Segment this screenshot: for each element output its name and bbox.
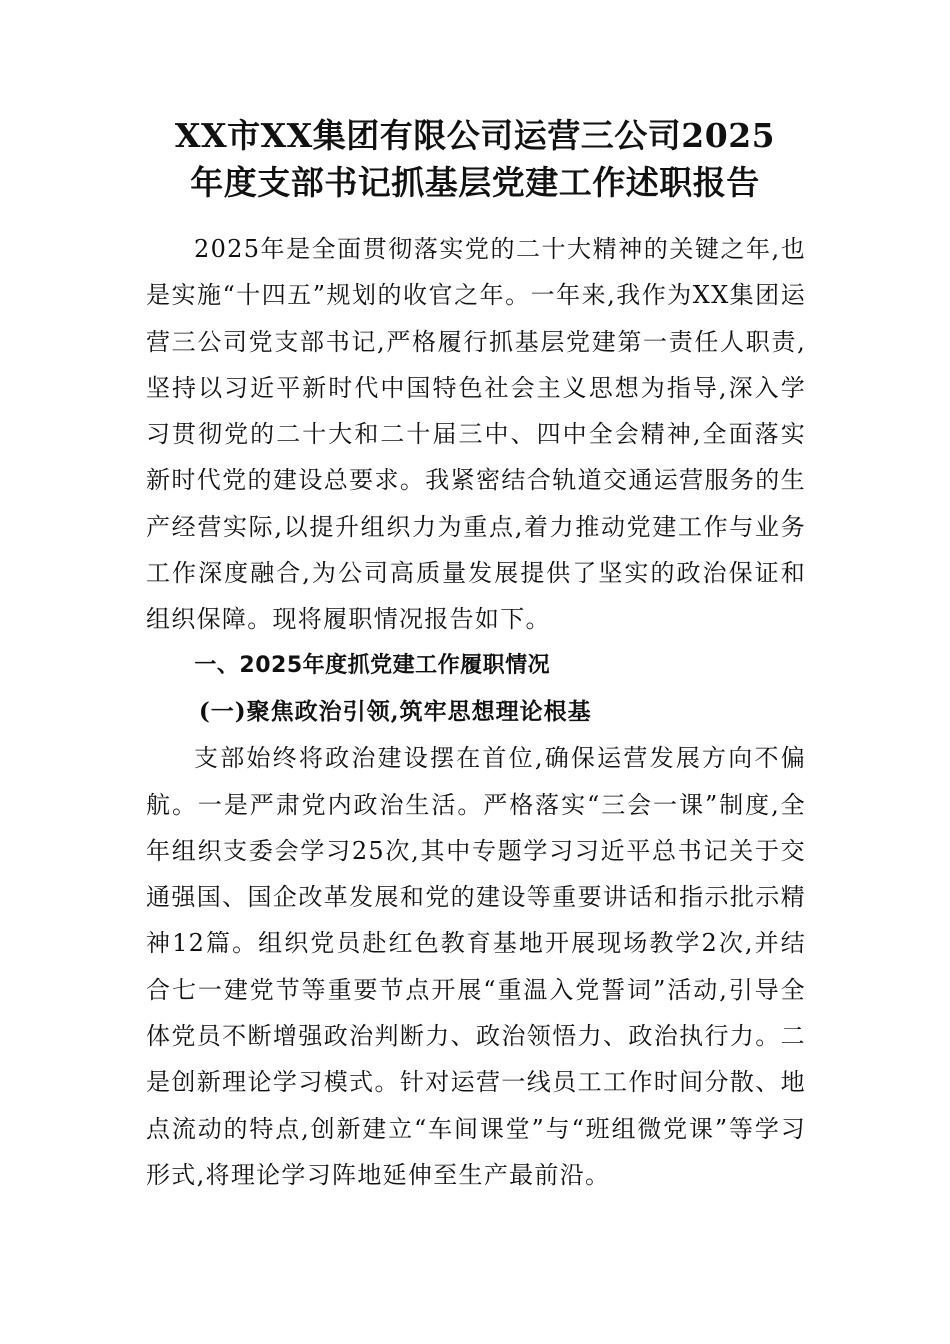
subsection-1-paragraph: 支部始终将政治建设摆在首位,确保运营发展方向不偏航。一是严肃党内政治生活。严格落实“三会一课”制度,全年组织支委会学习25次,其中专题学习习近平总书记关于交通强国、国企改革发展和党的建设等重要讲话和指示批示精神12篇。组织党员赴红色教育基地开展现场教学2次,并结合七一建党节等重要节点开展“重温入党誓词”活动,引导全体党员不断增强政治判断力、政治领悟力、政治执行力。二是创新理论学习模式。针对运营一线员工工作时间分散、地点流动的特点,创新建立“车间课堂”与“班组微党课”等学习形式,将理论学习阵地延伸至生产最前沿。: [146, 744, 806, 1189]
section-1-heading: 一、2025年度抓党建工作履职情况: [194, 652, 551, 678]
document-body: [146, 226, 806, 1198]
document-title: [100, 112, 850, 206]
subsection-1-heading: (一)聚焦政治引领,筑牢思想理论根基: [198, 697, 592, 725]
intro-paragraph: 2025年是全面贯彻落实党的二十大精神的关键之年,也是实施“十四五”规划的收官之年。一年来,我作为XX集团运营三公司党支部书记,严格履行抓基层党建第一责任人职责,坚持以习近平新时代中国特色社会主义思想为指导,深入学习贯彻党的二十大和二十届三中、四中全会精神,全面落实新时代党的建设总要求。我紧密结合轨道交通运营服务的生产经营实际,以提升组织力为重点,着力推动党建工作与业务工作深度融合,为公司高质量发展提供了坚实的政治保证和组织保障。现将履职情况报告如下。: [146, 235, 806, 634]
title-line-1: XX市XX集团有限公司运营三公司2025: [174, 116, 776, 155]
title-line-2: 年度支部书记抓基层党建工作述职报告: [190, 163, 760, 202]
